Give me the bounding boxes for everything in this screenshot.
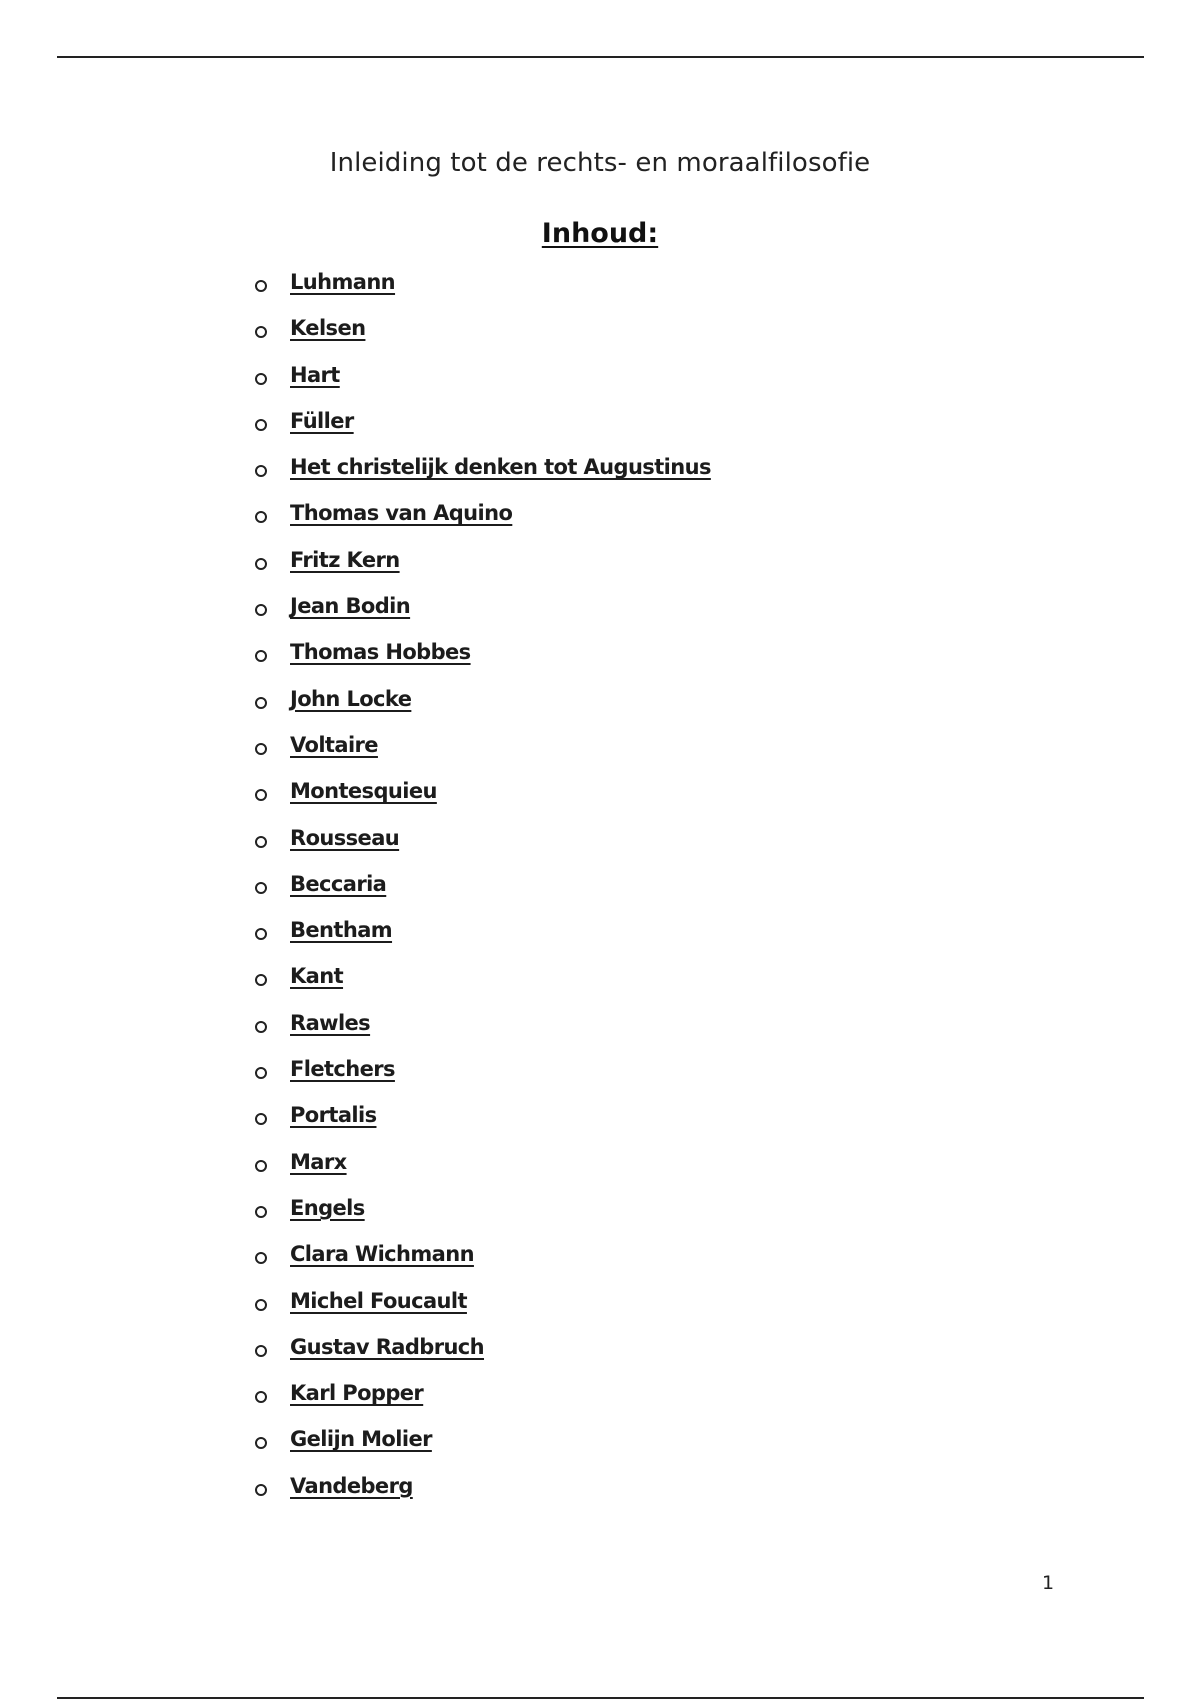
- circle-bullet-icon: [255, 465, 267, 477]
- circle-bullet-icon: [255, 1345, 267, 1357]
- page-number: 1: [1042, 1572, 1055, 1594]
- circle-bullet-icon: [255, 743, 267, 755]
- toc-link[interactable]: Bentham: [290, 918, 393, 943]
- toc-link[interactable]: Kelsen: [290, 316, 366, 341]
- toc-link[interactable]: Rousseau: [290, 825, 400, 850]
- circle-bullet-icon: [255, 650, 267, 662]
- circle-bullet-icon: [255, 511, 267, 523]
- toc-link[interactable]: Kant: [290, 964, 344, 989]
- circle-bullet-icon: [255, 1206, 267, 1218]
- toc-link[interactable]: Karl Popper: [290, 1381, 424, 1406]
- circle-bullet-icon: [255, 1067, 267, 1079]
- toc-link[interactable]: Portalis: [290, 1103, 377, 1128]
- toc-link[interactable]: Engels: [290, 1195, 365, 1220]
- toc-link[interactable]: Montesquieu: [290, 779, 437, 804]
- toc-link[interactable]: Thomas van Aquino: [290, 501, 513, 526]
- circle-bullet-icon: [255, 928, 267, 940]
- circle-bullet-icon: [255, 1391, 267, 1403]
- circle-bullet-icon: [255, 974, 267, 986]
- circle-bullet-icon: [255, 1299, 267, 1311]
- toc-link[interactable]: Füller: [290, 408, 354, 433]
- circle-bullet-icon: [255, 1160, 267, 1172]
- header-rule: [57, 56, 1144, 58]
- toc-link[interactable]: Gelijn Molier: [290, 1427, 432, 1452]
- circle-bullet-icon: [255, 1484, 267, 1496]
- toc-link[interactable]: Gustav Radbruch: [290, 1334, 485, 1359]
- toc-link[interactable]: Luhmann: [290, 270, 396, 294]
- circle-bullet-icon: [255, 789, 267, 801]
- toc-link[interactable]: Michel Foucault: [290, 1288, 467, 1313]
- toc-link[interactable]: Jean Bodin: [290, 594, 411, 619]
- document-title: Inleiding tot de rechts- en moraalfilosofie: [329, 148, 871, 178]
- toc-link[interactable]: Marx: [290, 1149, 347, 1174]
- toc-link[interactable]: Vandeberg: [290, 1473, 413, 1498]
- toc-link[interactable]: Het christelijk denken tot Augustinus: [290, 455, 711, 480]
- toc-heading: Inhoud:: [541, 218, 659, 249]
- circle-bullet-icon: [255, 558, 267, 570]
- toc-link[interactable]: Voltaire: [290, 732, 378, 757]
- circle-bullet-icon: [255, 836, 267, 848]
- circle-bullet-icon: [255, 326, 267, 338]
- circle-bullet-icon: [255, 419, 267, 431]
- circle-bullet-icon: [255, 604, 267, 616]
- footer-rule: [57, 1697, 1144, 1699]
- toc-link[interactable]: John Locke: [290, 686, 412, 711]
- toc-link[interactable]: Beccaria: [290, 871, 387, 896]
- toc-link[interactable]: Hart: [290, 362, 340, 387]
- circle-bullet-icon: [255, 1113, 267, 1125]
- circle-bullet-icon: [255, 1437, 267, 1449]
- circle-bullet-icon: [255, 882, 267, 894]
- circle-bullet-icon: [255, 697, 267, 709]
- toc-link[interactable]: Rawles: [290, 1010, 371, 1035]
- circle-bullet-icon: [255, 280, 267, 292]
- circle-bullet-icon: [255, 1252, 267, 1264]
- toc-link[interactable]: Thomas Hobbes: [290, 640, 471, 665]
- toc-link[interactable]: Clara Wichmann: [290, 1242, 474, 1267]
- circle-bullet-icon: [255, 373, 267, 385]
- toc-link[interactable]: Fletchers: [290, 1057, 395, 1082]
- circle-bullet-icon: [255, 1021, 267, 1033]
- toc-link[interactable]: Fritz Kern: [290, 547, 400, 572]
